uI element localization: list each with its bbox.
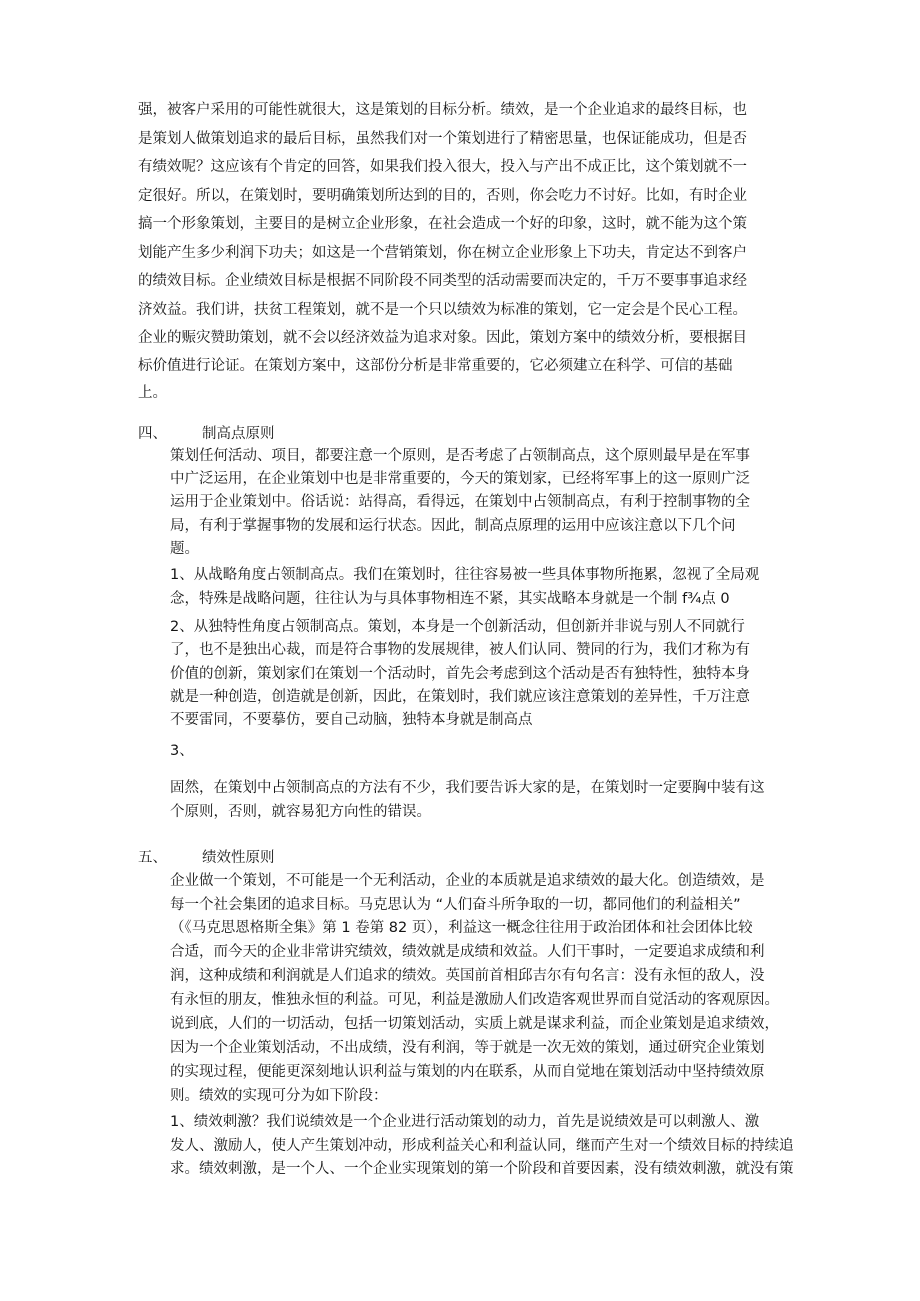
section-title: 绩效性原则 (202, 850, 275, 866)
text-line: 念，特殊是战略问题，往往认为与具体事物相连不紧，其实战略本身就是一个制 f¾点 0 (170, 591, 730, 607)
text-line: 就是一种创造，创造就是创新，因此，在策划时，我们就应该注意策划的差异性，千万注意 (170, 689, 750, 705)
text-line: 因为一个企业策划活动，不出成绩，没有利润，等于就是一次无效的策划，通过研究企业策划 (170, 1040, 765, 1056)
text-line: 运用于企业策划中。俗话说：站得高，看得远，在策划中占领制高点，有利于控制事物的全 (170, 494, 750, 510)
section-number: 五、 (138, 850, 167, 866)
section-number: 四、 (138, 426, 167, 442)
text-line: 搞一个形象策划，主要目的是树立企业形象，在社会造成一个好的印象，这时，就不能为这个策 (138, 216, 747, 232)
text-line: 企业做一个策划，不可能是一个无利活动，企业的本质就是追求绩效的最大化。创造绩效，是 (170, 873, 765, 889)
text-line: 有永恒的朋友，惟独永恒的利益。可见，利益是激励人们改造客观世界而自觉活动的客观原因。 (170, 992, 779, 1008)
section-title: 制高点原则 (202, 426, 275, 442)
text-line: 发人、激励人，使人产生策划冲动，形成利益关心和利益认同，继而产生对一个绩效目标的持续追 (170, 1138, 794, 1154)
text-line: 则。绩效的实现可分为如下阶段： (170, 1088, 388, 1104)
text-line: 题。 (170, 541, 199, 557)
text-line: 个原则，否则，就容易犯方向性的错误。 (170, 804, 431, 820)
text-line: 策划任何活动、项目，都要注意一个原则，是否考虑了占领制高点，这个原则最早是在军事 (170, 448, 750, 464)
text-line: 上。 (138, 385, 167, 401)
text-line: 的绩效目标。企业绩效目标是根据不同阶段不同类型的活动需要而决定的，千万不要事事追求经 (138, 273, 747, 289)
text-line: 2、从独特性角度占领制高点。策划，本身是一个创新活动，但创新并非说与别人不同就行 (170, 619, 745, 635)
text-line: 1、从战略角度占领制高点。我们在策划时，往往容易被一些具体事物所拖累，忽视了全局观 (170, 567, 760, 583)
text-line: 划能产生多少利润下功夫；如这是一个营销策划，你在树立企业形象上下功夫，肯定达不到客户 (138, 245, 747, 261)
text-line: 固然，在策划中占领制高点的方法有不少，我们要告诉大家的是，在策划时一定要胸中装有这 (170, 780, 765, 796)
text-line: （《马克思恩格斯全集》第 1 卷第 82 页），利益这一概念往往用于政治团体和社会团体比较 (170, 920, 753, 936)
text-line: 局，有利于掌握事物的发展和运行状态。因此，制高点原理的运用中应该注意以下几个问 (170, 518, 736, 534)
text-line: 强，被客户采用的可能性就很大，这是策划的目标分析。绩效，是一个企业追求的最终目标，也 (138, 102, 747, 118)
text-line: 标价值进行论证。在策划方案中，这部份分析是非常重要的，它必须建立在科学、可信的基础 (138, 358, 733, 374)
text-line: 中广泛运用，在企业策划中也是非常重要的，今天的策划家，已经将军事上的这一原则广泛 (170, 471, 750, 487)
text-line: 润，这种成绩和利润就是人们追求的绩效。英国前首相邱吉尔有句名言：没有永恒的敌人，没 (170, 968, 765, 984)
text-line: 的实现过程，便能更深刻地认识利益与策划的内在联系，从而自觉地在策划活动中坚持绩效原 (170, 1064, 765, 1080)
text-line: 定很好。所以，在策划时，要明确策划所达到的目的，否则，你会吃力不讨好。比如，有时企业 (138, 188, 747, 204)
text-line: 合适，而今天的企业非常讲究绩效，绩效就是成绩和效益。人们干事时，一定要追求成绩和利 (170, 944, 765, 960)
text-line: 每一个社会集团的追求目标。马克思认为 “人们奋斗所争取的一切，都同他们的利益相关” (170, 897, 741, 913)
section4-item-3: 3、 (170, 743, 194, 759)
text-line: 是策划人做策划追求的最后目标，虽然我们对一个策划进行了精密思量，也保证能成功，但是否 (138, 131, 747, 147)
text-line: 企业的赈灾赞助策划，就不会以经济效益为追求对象。因此，策划方案中的绩效分析，要根据目 (138, 330, 747, 346)
text-line: 济效益。我们讲，扶贫工程策划，就不是一个只以绩效为标准的策划，它一定会是个民心工程。 (138, 302, 747, 318)
text-line: 价值的创新，策划家们在策划一个活动时，首先会考虑到这个活动是否有独特性，独特本身 (170, 666, 750, 682)
text-line: 有绩效呢？这应该有个肯定的回答，如果我们投入很大，投入与产出不成正比，这个策划就不一 (138, 159, 747, 175)
text-line: 不要雷同，不要摹仿，要自己动脑，独特本身就是制高点 (170, 712, 533, 728)
text-line: 说到底，人们的一切活动，包括一切策划活动，实质上就是谋求利益，而企业策划是追求绩效， (170, 1016, 779, 1032)
text-line: 求。绩效刺激，是一个人、一个企业实现策划的第一个阶段和首要因素，没有绩效刺激，就没有策 (170, 1161, 794, 1177)
text-line: 了，也不是独出心裁，而是符合事物的发展规律，被人们认同、赞同的行为，我们才称为有 (170, 642, 750, 658)
text-line: 1、绩效刺激？我们说绩效是一个企业进行活动策划的动力，首先是说绩效是可以刺激人、激 (170, 1114, 760, 1130)
